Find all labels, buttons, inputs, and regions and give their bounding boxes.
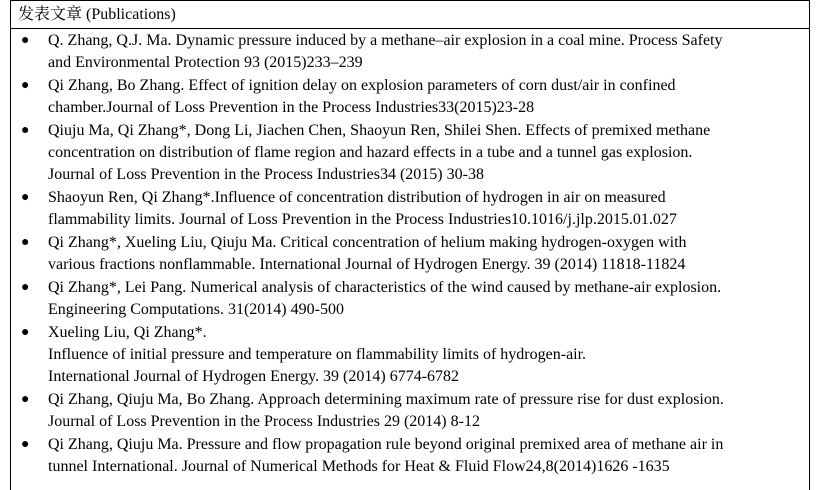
publication-line: Qi Zhang*, Lei Pang. Numerical analysis of characteristics of the wind caused by methane-air explosion.: [48, 279, 722, 296]
publication-item: [10, 277, 810, 321]
bullet-icon: ●: [21, 33, 30, 48]
bullet-icon: ●: [21, 392, 30, 407]
publication-line: Engineering Computations. 31(2014) 490-500: [48, 301, 344, 318]
bullet-icon: ●: [21, 280, 30, 295]
publication-item: [10, 75, 810, 119]
bullet-icon: ●: [21, 437, 30, 452]
publication-line: Qi Zhang, Qiuju Ma. Pressure and flow propagation rule beyond original premixed area of methane air in: [48, 436, 724, 453]
publication-item: [10, 322, 810, 388]
publication-line: chamber.Journal of Loss Prevention in the Process Industries33(2015)23-28: [48, 99, 535, 116]
table-top-border: [10, 0, 810, 1]
publication-line: International Journal of Hydrogen Energy. 39 (2014) 6774-6782: [48, 368, 460, 385]
publication-line: Q. Zhang, Q.J. Ma. Dynamic pressure induced by a methane–air explosion in a coal mine. Process Safety: [48, 32, 723, 49]
publication-line: Qi Zhang, Bo Zhang. Effect of ignition delay on explosion parameters of corn dust/air in confined: [48, 77, 676, 94]
publication-item: [10, 389, 810, 433]
publication-line: concentration on distribution of flame region and hazard effects in a tube and a tunnel gas explosion.: [48, 144, 693, 161]
publication-line: Journal of Loss Prevention in the Process Industries34 (2015) 30-38: [48, 166, 484, 183]
publication-line: Qi Zhang*, Xueling Liu, Qiuju Ma. Critical concentration of helium making hydrogen-oxygen with: [48, 234, 687, 251]
publication-line: Influence of initial pressure and temperature on flammability limits of hydrogen-air.: [48, 346, 587, 363]
publication-line: Qiuju Ma, Qi Zhang*, Dong Li, Jiachen Chen, Shaoyun Ren, Shilei Shen. Effects of premixed methane: [48, 122, 711, 139]
publication-item: [10, 232, 810, 276]
publication-line: various fractions nonflammable. International Journal of Hydrogen Energy. 39 (2014) 11818-11824: [48, 256, 686, 273]
section-header: [10, 5, 810, 29]
publication-item: [10, 30, 810, 74]
publication-line: Shaoyun Ren, Qi Zhang*.Influence of concentration distribution of hydrogen in air on measured: [48, 189, 666, 206]
publication-line: flammability limits. Journal of Loss Prevention in the Process Industries10.1016/j.jlp.2015.01.027: [48, 211, 677, 228]
publication-line: Qi Zhang, Qiuju Ma, Bo Zhang. Approach determining maximum rate of pressure rise for dust explosion.: [48, 391, 724, 408]
publication-line: tunnel International. Journal of Numerical Methods for Heat & Fluid Flow24,8(2014)1626 -1635: [48, 458, 670, 475]
bullet-icon: ●: [21, 78, 30, 93]
bullet-icon: ●: [21, 123, 30, 138]
publication-line: and Environmental Protection 93 (2015)233–239: [48, 54, 363, 71]
publication-list: [10, 30, 810, 478]
publication-item: [10, 187, 810, 231]
publication-line: Journal of Loss Prevention in the Process Industries 29 (2014) 8-12: [48, 413, 480, 430]
publication-item: [10, 120, 810, 186]
publication-item: [10, 434, 810, 478]
bullet-icon: ●: [21, 190, 30, 205]
bullet-icon: ●: [21, 325, 30, 340]
section-title: 发表文章 (Publications): [18, 6, 176, 23]
bullet-icon: ●: [21, 235, 30, 250]
publication-line: Xueling Liu, Qi Zhang*.: [48, 324, 207, 341]
